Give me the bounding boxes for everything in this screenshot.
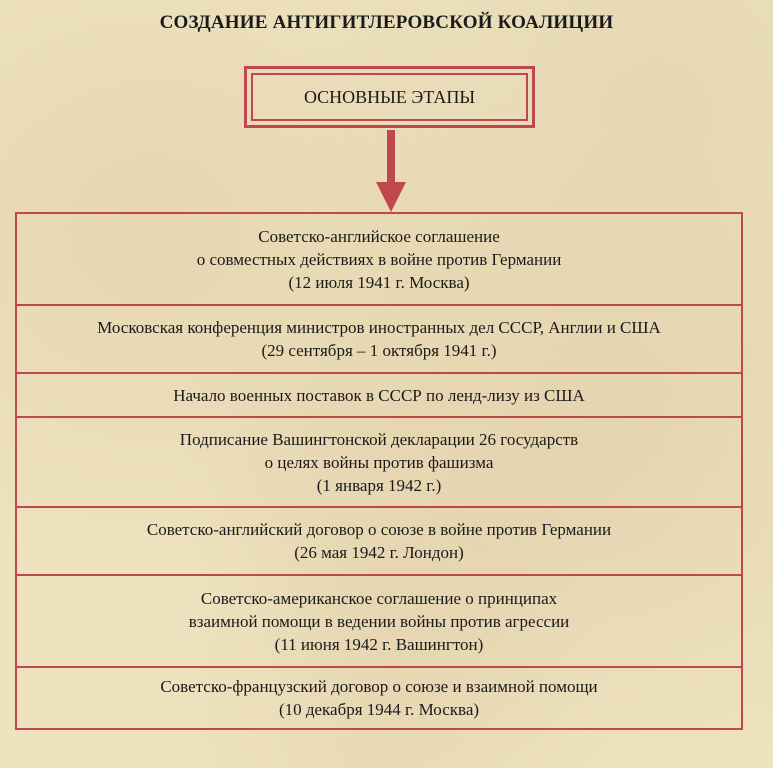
stage-line: Советско-французский договор о союзе и взаимной помощи — [160, 677, 598, 696]
stages-table — [15, 212, 743, 730]
stage-item — [17, 304, 741, 372]
stage-line: Московская конференция министров иностранных дел СССР, Англии и США — [97, 318, 661, 337]
stage-item — [17, 506, 741, 574]
stage-line: (1 января 1942 г.) — [316, 475, 442, 495]
down-arrow-icon — [376, 130, 406, 214]
stage-line: Начало военных поставок в СССР по ленд-лизу из США — [173, 385, 585, 405]
stage-line: о совместных действиях в войне против Германии — [196, 249, 562, 269]
stage-line: (29 сентября – 1 октября 1941 г.) — [261, 341, 497, 360]
stage-item — [17, 372, 741, 416]
stage-item — [17, 666, 741, 728]
stage-line: (11 июня 1942 г. Вашингтон) — [274, 634, 484, 654]
stage-line: Советско-английский договор о союзе в войне против Германии — [146, 520, 612, 539]
stage-line: взаимной помощи в ведении войны против агрессии — [188, 611, 570, 631]
diagram-title: СОЗДАНИЕ АНТИГИТЛЕРОВСКОЙ КОАЛИЦИИ — [159, 12, 614, 33]
stage-line: (12 июля 1941 г. Москва) — [288, 272, 470, 292]
stage-line: Советско-английское соглашение — [258, 226, 500, 246]
header-label: ОСНОВНЫЕ ЭТАПЫ — [251, 73, 528, 121]
stage-item — [17, 214, 741, 304]
stage-line: (26 мая 1942 г. Лондон) — [294, 543, 464, 562]
stage-line: о целях войны против фашизма — [264, 452, 494, 472]
stage-item — [17, 416, 741, 506]
stage-line: Подписание Вашингтонской декларации 26 государств — [179, 429, 579, 449]
stage-item — [17, 574, 741, 666]
stage-line: Советско-американское соглашение о принципах — [200, 588, 558, 608]
header-box — [244, 66, 535, 128]
stage-line: (10 декабря 1944 г. Москва) — [278, 700, 480, 719]
